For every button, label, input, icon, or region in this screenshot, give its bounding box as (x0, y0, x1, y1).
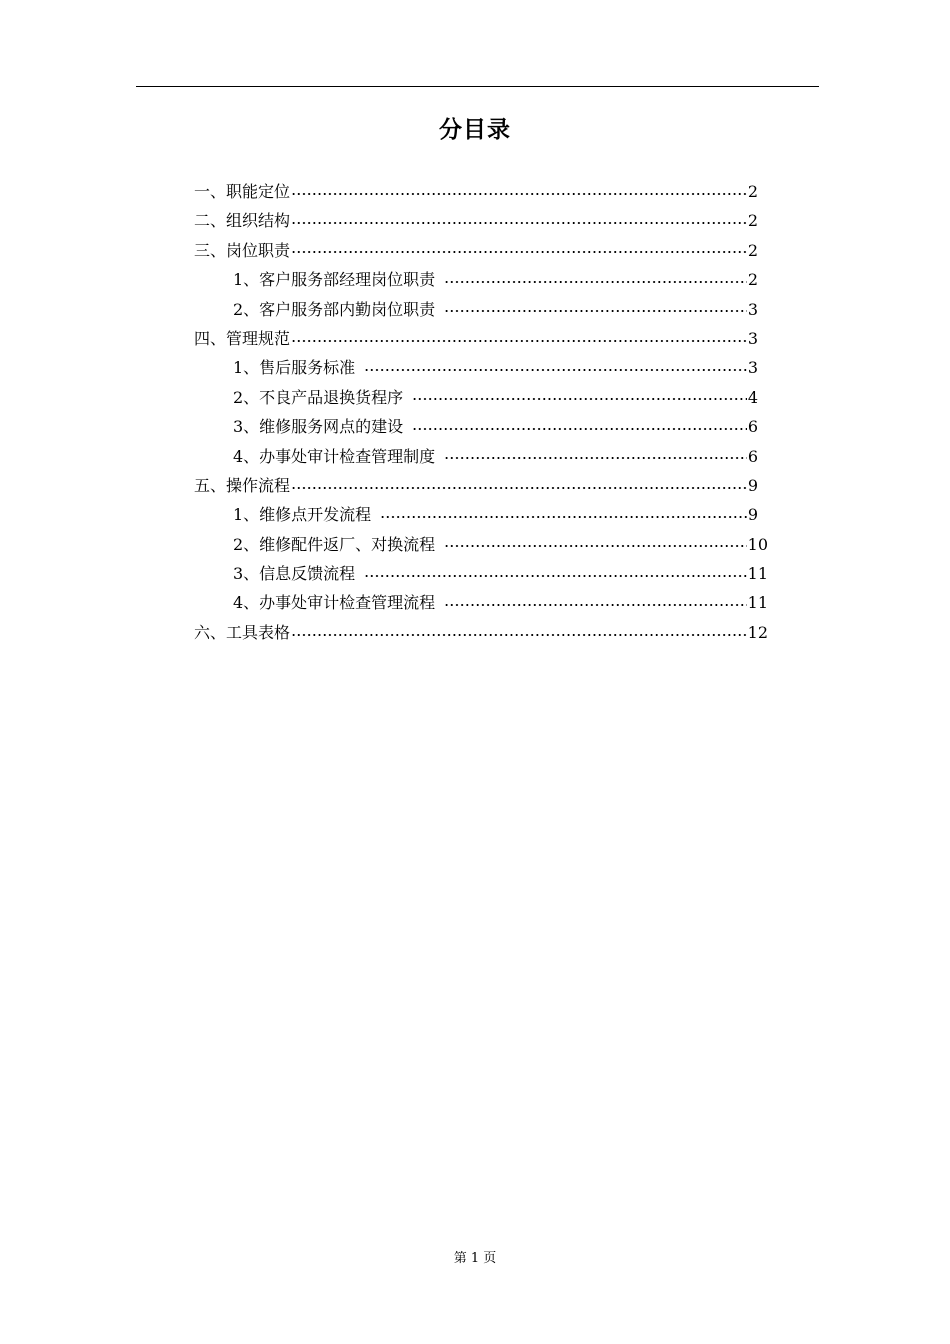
toc-entry-row (194, 324, 758, 353)
toc-entry[interactable] (194, 324, 794, 353)
toc-entry-row (233, 500, 758, 529)
toc-page-number: 2 (747, 270, 758, 290)
toc-dot-leader (412, 428, 747, 430)
toc-entry[interactable] (194, 383, 794, 412)
toc-entry-text: 1、客户服务部经理岗位职责 (233, 270, 436, 290)
toc-entry-text: 2、客户服务部内勤岗位职责 (233, 299, 436, 319)
toc-entry-text: 1、维修点开发流程 (233, 505, 372, 525)
toc-page-number: 2 (747, 211, 758, 231)
toc-entry-row (233, 530, 768, 559)
toc-page-number: 9 (747, 505, 758, 525)
toc-entry-text: 五、操作流程 (194, 475, 291, 495)
toc-dot-leader (444, 310, 747, 312)
toc-dot-leader (291, 634, 747, 636)
table-of-contents (194, 177, 794, 647)
toc-page-number: 10 (747, 534, 768, 554)
toc-entry[interactable] (194, 618, 794, 647)
toc-entry[interactable] (194, 206, 794, 235)
toc-page-number: 3 (747, 299, 758, 319)
toc-entry-row (233, 588, 768, 617)
toc-page-number: 2 (747, 240, 758, 260)
toc-entry-row (233, 353, 758, 382)
toc-entry[interactable] (194, 295, 794, 324)
toc-page-number: 2 (747, 182, 758, 201)
toc-dot-leader (364, 369, 747, 371)
toc-entry[interactable] (194, 588, 794, 617)
toc-entry[interactable] (194, 442, 794, 471)
toc-entry-text: 1、售后服务标准 (233, 358, 356, 378)
toc-dot-leader (444, 545, 746, 547)
toc-entry-text: 4、办事处审计检查管理流程 (233, 593, 436, 613)
toc-entry-row (194, 618, 768, 647)
toc-entry-text: 3、信息反馈流程 (233, 564, 356, 584)
toc-dot-leader (444, 604, 746, 606)
toc-dot-leader (291, 251, 747, 253)
toc-entry-text: 2、维修配件返厂、对换流程 (233, 534, 436, 554)
toc-page-number: 12 (747, 622, 768, 642)
toc-entry-row (233, 383, 758, 412)
toc-dot-leader (291, 340, 747, 342)
toc-entry-text: 四、管理规范 (194, 328, 291, 348)
page-number-footer: 第 1 页 (453, 1251, 497, 1266)
toc-entry-text: 六、工具表格 (194, 622, 291, 642)
toc-entry[interactable] (194, 412, 794, 441)
toc-entry-text: 3、维修服务网点的建设 (233, 417, 404, 437)
toc-page-number: 11 (747, 564, 768, 584)
toc-entry[interactable] (194, 236, 794, 265)
toc-dot-leader (364, 575, 746, 577)
toc-entry-row (233, 265, 758, 294)
toc-entry[interactable] (194, 177, 794, 206)
toc-dot-leader (291, 222, 747, 224)
toc-entry-row (194, 206, 758, 235)
toc-dot-leader (444, 281, 747, 283)
toc-entry-text: 一、职能定位 (194, 182, 291, 201)
toc-dot-leader (291, 487, 747, 489)
toc-entry-text: 三、岗位职责 (194, 240, 291, 260)
toc-entry-row (233, 412, 758, 441)
toc-entry[interactable] (194, 530, 794, 559)
toc-dot-leader (291, 193, 747, 195)
toc-entry-row (194, 236, 758, 265)
toc-entry-text: 4、办事处审计检查管理制度 (233, 446, 436, 466)
toc-entry-text: 二、组织结构 (194, 211, 291, 231)
toc-page-number: 6 (747, 446, 758, 466)
toc-entry-row (194, 471, 758, 500)
toc-entry[interactable] (194, 353, 794, 382)
toc-entry-row (233, 559, 768, 588)
toc-entry[interactable] (194, 559, 794, 588)
toc-page-number: 6 (747, 417, 758, 437)
toc-entry-text: 2、不良产品退换货程序 (233, 387, 404, 407)
toc-page-number: 11 (747, 593, 768, 613)
toc-entry[interactable] (194, 265, 794, 294)
toc-dot-leader (412, 398, 747, 400)
toc-dot-leader (380, 516, 747, 518)
page-title: 分目录 (439, 117, 511, 143)
toc-page-number: 3 (747, 358, 758, 378)
toc-page-number: 9 (747, 475, 758, 495)
toc-entry-row (233, 442, 758, 471)
toc-dot-leader (444, 457, 747, 459)
toc-page-number: 4 (747, 387, 758, 407)
toc-entry[interactable] (194, 500, 794, 529)
header-rule (136, 86, 819, 87)
toc-page-number: 3 (747, 328, 758, 348)
toc-entry-row (194, 177, 758, 206)
toc-entry-row (233, 295, 758, 324)
toc-entry[interactable] (194, 471, 794, 500)
